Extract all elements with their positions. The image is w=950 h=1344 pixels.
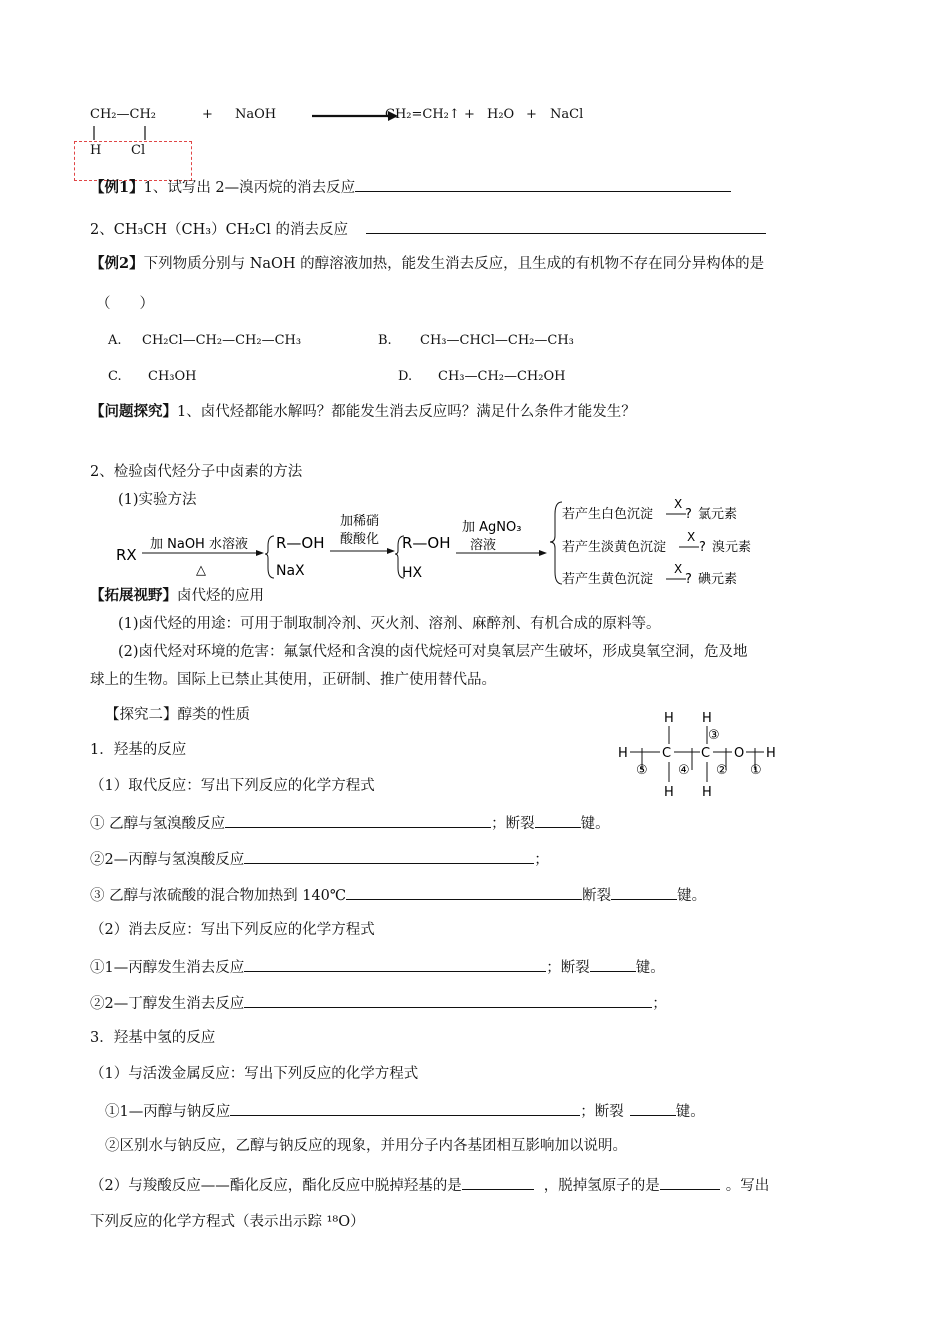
- question-3-break: 断裂: [582, 888, 612, 904]
- atom-h: H: [664, 711, 674, 726]
- example-1-q2-text: 2、CH₃CH（CH₃）CH₂Cl 的消去反应: [90, 222, 348, 238]
- question-6-break: ；断裂: [580, 1104, 624, 1120]
- question-1-text: ① 乙醇与氢溴酸反应: [90, 816, 226, 832]
- example-1: [90, 176, 731, 198]
- option-d-label: D.: [398, 369, 413, 384]
- bond-lines: [88, 124, 158, 142]
- option-c: CH₃OH: [148, 369, 197, 384]
- flow-step3-reagent-line1: 加 AgNO₃: [462, 520, 522, 535]
- atom-h: H: [702, 711, 712, 726]
- answer-blank[interactable]: [366, 218, 766, 234]
- atom-h: H: [618, 746, 628, 761]
- answer-blank[interactable]: [244, 956, 546, 972]
- question-7: ②区别水与钠反应，乙醇与钠反应的现象，并用分子内各基团相互影响加以说明。: [105, 1138, 627, 1154]
- question-6-text: ①1—丙醇与钠反应: [105, 1104, 231, 1120]
- bond-label-3: ③: [708, 728, 720, 743]
- method-title: 2、检验卤代烃分子中卤素的方法: [90, 464, 303, 480]
- flow-result-1: 若产生白色沉淀: [562, 507, 654, 522]
- question-5-end: ；: [652, 996, 667, 1012]
- hydroxyl-blank[interactable]: [462, 1174, 534, 1190]
- expand-heading: [90, 586, 264, 606]
- flow-step2-reagent-line1: 加稀硝: [340, 514, 380, 529]
- hydrogen-blank[interactable]: [660, 1174, 720, 1190]
- question-4-break: ；断裂: [546, 960, 590, 976]
- option-b-label: B.: [378, 333, 392, 348]
- plus-sign: +: [464, 107, 475, 122]
- example-2-tag: 【例2】: [90, 255, 144, 272]
- flow-result-3-x: X: [674, 562, 683, 576]
- question-4: [90, 956, 665, 978]
- atom-o: O: [734, 746, 745, 761]
- example-1-text: 1、试写出 2—溴丙烷的消去反应: [143, 180, 356, 196]
- question-2: [90, 848, 549, 870]
- answer-blank[interactable]: [346, 884, 582, 900]
- flow-result-1-q: ?: [685, 507, 692, 522]
- explore-tag: 【问题探究】: [90, 403, 177, 420]
- flow-nax: NaX: [276, 563, 305, 579]
- section-1-title: 1．羟基的反应: [90, 742, 187, 758]
- section-3-title: 3．羟基中氢的反应: [90, 1030, 216, 1046]
- answer-blank[interactable]: [355, 176, 731, 192]
- flow-roh-2: R—OH: [402, 534, 451, 552]
- bond-blank[interactable]: [590, 956, 636, 972]
- bond-label-4: ④: [678, 763, 690, 778]
- answer-blank[interactable]: [225, 812, 491, 828]
- flow-result-3-q: ?: [685, 572, 692, 587]
- ethanol-structure-diagram: [612, 704, 788, 802]
- naoh-formula: NaOH: [235, 107, 277, 122]
- atom-h: H: [702, 785, 712, 800]
- example-2: [90, 254, 764, 274]
- flow-result-2-element: 溴元素: [712, 540, 752, 555]
- option-d: CH₃—CH₂—CH₂OH: [438, 369, 566, 384]
- question-1: [90, 812, 610, 834]
- atom-h: H: [766, 746, 776, 761]
- plus-sign: +: [526, 107, 537, 122]
- question-4-key: 键。: [635, 960, 665, 976]
- flow-result-1-x: X: [674, 497, 683, 511]
- question-3: [90, 884, 706, 906]
- part2-title: 【探究二】醇类的性质: [105, 707, 250, 723]
- answer-blank[interactable]: [244, 848, 534, 864]
- nacl-product: NaCl: [550, 107, 584, 122]
- section-3-2-line2: 下列反应的化学方程式（表示出示踪 ¹⁸O）: [90, 1214, 365, 1230]
- water-product: H₂O: [487, 107, 515, 122]
- question-6-key: 键。: [675, 1104, 705, 1120]
- flow-hx: HX: [402, 565, 423, 581]
- flow-roh-1: R—OH: [276, 534, 325, 552]
- ethylene-product: CH₂=CH₂↑: [385, 107, 460, 122]
- expand-title: 卤代烃的应用: [177, 588, 264, 604]
- question-1-key: 键。: [580, 816, 610, 832]
- flow-result-1-element: 氯元素: [698, 507, 738, 522]
- section-1-2: （2）消去反应：写出下列反应的化学方程式: [90, 922, 375, 938]
- option-a-label: A.: [108, 333, 122, 348]
- atom-h: H: [664, 785, 674, 800]
- example-2-paren: （ ）: [96, 296, 154, 312]
- option-a: CH₂Cl—CH₂—CH₂—CH₃: [142, 333, 302, 348]
- expand-paragraph-2a: (2)卤代烃对环境的危害：氟氯代烃和含溴的卤代烷烃可对臭氧层产生破坏，形成臭氧空洞，危及地: [118, 644, 748, 660]
- bond-label-2: ②: [716, 763, 728, 778]
- question-1-break: ；断裂: [491, 816, 535, 832]
- example-1-tag: 【例1】: [90, 179, 144, 196]
- bond-label-5: ⑤: [636, 763, 648, 778]
- option-b: CH₃—CHCl—CH₂—CH₃: [420, 333, 574, 348]
- hydrogen-atom: H: [90, 143, 102, 158]
- flow-result-3-element: 碘元素: [698, 572, 738, 587]
- flow-result-2-q: ?: [699, 540, 706, 555]
- question-3-key: 键。: [677, 888, 707, 904]
- example-2-text: 下列物质分别与 NaOH 的醇溶液加热，能发生消去反应，且生成的有机物不存在同分异构体的是: [143, 256, 765, 272]
- answer-blank[interactable]: [230, 1100, 580, 1116]
- option-c-label: C.: [108, 369, 122, 384]
- section-3-2-text: （2）与羧酸反应——酯化反应，酯化反应中脱掉羟基的是: [90, 1178, 462, 1194]
- section-3-2-text-b: ，脱掉氢原子的是: [543, 1178, 660, 1194]
- question-6: [105, 1100, 705, 1122]
- flow-step1-reagent: 加 NaOH 水溶液: [150, 537, 248, 552]
- question-3-text: ③ 乙醇与浓硫酸的混合物加热到 140℃: [90, 888, 347, 904]
- chlorine-atom: Cl: [131, 143, 146, 158]
- section-3-2-text-c: 。写出: [725, 1178, 770, 1194]
- bond-label-1: ①: [750, 763, 762, 778]
- question-5: [90, 992, 667, 1014]
- expand-paragraph-2b: 球上的生物。国际上已禁止其使用，正研制、推广使用替代品。: [90, 672, 496, 688]
- bond-blank[interactable]: [630, 1100, 676, 1116]
- question-2-end: ；: [534, 852, 549, 868]
- elimination-highlight-box: [74, 141, 192, 181]
- flow-step3-reagent-line2: 溶液: [470, 538, 497, 553]
- answer-blank[interactable]: [244, 992, 652, 1008]
- question-explore: [90, 402, 636, 422]
- section-3-1: （1）与活泼金属反应：写出下列反应的化学方程式: [90, 1066, 419, 1082]
- halogen-test-flowchart: [112, 496, 772, 588]
- flow-step2-reagent-line2: 酸酸化: [340, 532, 380, 547]
- plus-sign: +: [202, 107, 213, 122]
- expand-paragraph-1: (1)卤代烃的用途：可用于制取制冷剂、灭火剂、溶剂、麻醉剂、有机合成的原料等。: [118, 616, 661, 632]
- flow-result-3: 若产生黄色沉淀: [562, 572, 654, 587]
- question-5-text: ②2—丁醇发生消去反应: [90, 996, 245, 1012]
- bond-blank[interactable]: [611, 884, 677, 900]
- atom-c: C: [662, 746, 672, 761]
- flow-result-2-x: X: [687, 530, 696, 544]
- section-3-2: [90, 1174, 769, 1196]
- expand-tag: 【拓展视野】: [90, 587, 177, 604]
- question-4-text: ①1—丙醇发生消去反应: [90, 960, 245, 976]
- question-2-text: ②2—丙醇与氢溴酸反应: [90, 852, 245, 868]
- flow-step1-heat: △: [196, 563, 206, 578]
- example-1-q2: [90, 218, 766, 240]
- flow-result-2: 若产生淡黄色沉淀: [562, 540, 667, 555]
- method-subtitle: (1)实验方法: [118, 492, 197, 508]
- atom-c: C: [701, 746, 711, 761]
- explore-text: 1、卤代烃都能水解吗？都能发生消去反应吗？满足什么条件才能发生？: [177, 404, 636, 420]
- bond-blank[interactable]: [535, 812, 581, 828]
- section-1-1: （1）取代反应：写出下列反应的化学方程式: [90, 778, 375, 794]
- reactant-formula: CH₂—CH₂: [90, 107, 156, 122]
- flow-rx: RX: [116, 546, 137, 564]
